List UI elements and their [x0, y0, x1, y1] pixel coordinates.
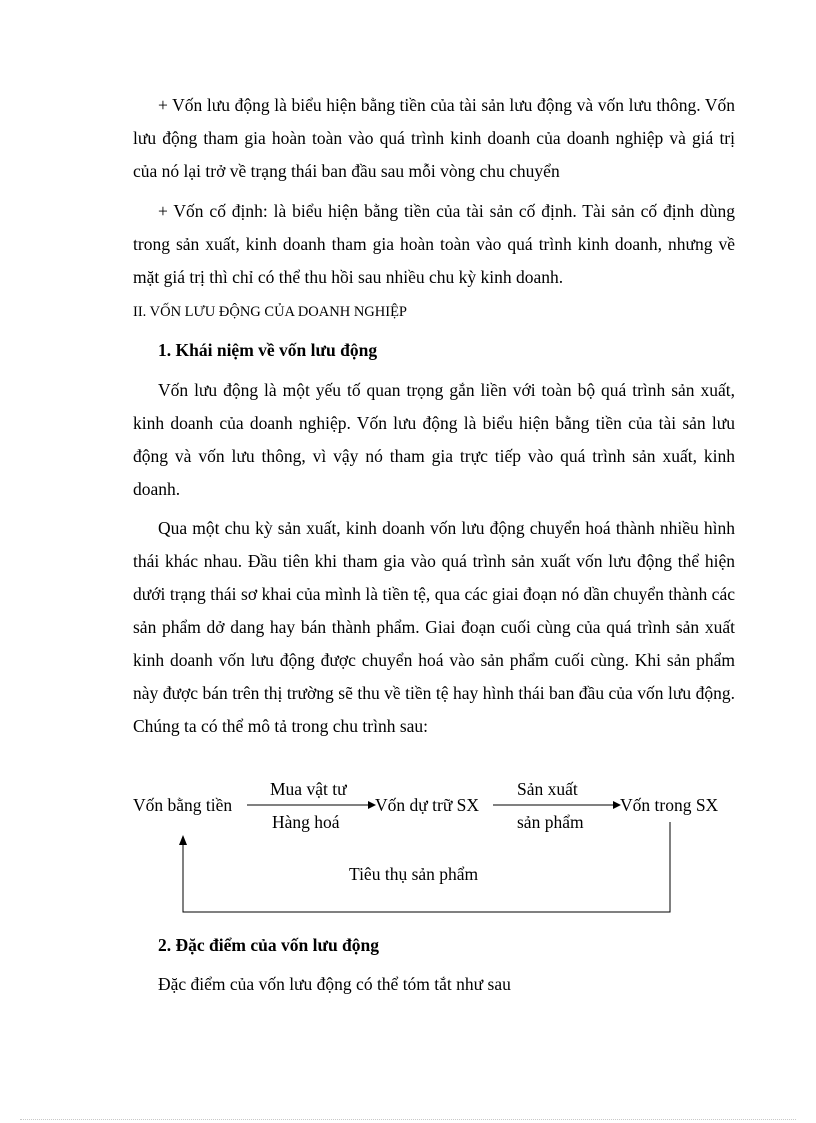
feedback-arrowhead	[179, 835, 187, 845]
arrow-1-top-label: Mua vật tư	[270, 779, 347, 799]
subheading-dac-diem: 2. Đặc điểm của vốn lưu động	[158, 935, 380, 955]
node-von-du-tru-sx: Vốn dự trữ SX	[375, 795, 480, 815]
arrow-1-bottom-label: Hàng hoá	[272, 812, 340, 832]
node-von-trong-sx: Vốn trong SX	[620, 795, 719, 815]
paragraph-dac-diem: Đặc điểm của vốn lưu động có thể tóm tắt như sau	[158, 974, 511, 994]
node-von-bang-tien: Vốn bằng tiền	[133, 795, 233, 815]
section-heading: II. VỐN LƯU ĐỘNG CỦA DOANH NGHIỆP	[133, 304, 407, 320]
feedback-label: Tiêu thụ sản phẩm	[349, 864, 479, 884]
paragraph-von-co-dinh: + Vốn cố định: là biểu hiện bằng tiền của tài sản cố định. Tài sản cố định dùng trong sản xuất, kinh doanh tham gia hoàn toàn vào quá trình kinh doanh, nhưng về mặt giá trị thì chỉ có thể thu hồi sau nhiều chu kỳ kinh doanh.	[133, 201, 735, 287]
paragraph-chu-ky: Qua một chu kỳ sản xuất, kinh doanh vốn lưu động chuyển hoá thành nhiều hình thái khác nhau. Đầu tiên khi tham gia vào quá trình sản xuất vốn lưu động thể hiện dưới trạng thái sơ khai của mình là tiền tệ, qua các giai đoạn nó dần chuyển thành các sản phẩm dở dang hay bán thành phẩm. Giai đoạn cuối cùng của quá trình sản xuất kinh doanh vốn lưu động được chuyển hoá vào sản phẩm cuối cùng. Khi sản phẩm này được bán trên thị trường sẽ thu về tiền tệ hay hình thái ban đầu của vốn lưu động. Chúng ta có thể mô tả trong chu trình sau:	[133, 518, 735, 736]
arrow-2-top-label: Sản xuất	[517, 779, 578, 799]
arrow-2-bottom-label: sản phẩm	[517, 812, 584, 832]
paragraph-von-luu-dong: + Vốn lưu động là biểu hiện bằng tiền của tài sản lưu động và vốn lưu thông. Vốn lưu động tham gia hoàn toàn vào quá trình kinh doanh của doanh nghiệp và giá trị của nó lại trở về trạng thái ban đầu sau mỗi vòng chu chuyển	[133, 95, 735, 181]
subheading-khai-niem: 1. Khái niệm về vốn lưu động	[158, 340, 378, 360]
paragraph-khai-niem: Vốn lưu động là một yếu tố quan trọng gắn liền với toàn bộ quá trình sản xuất, kinh doanh của doanh nghiệp. Vốn lưu động là biểu hiện bằng tiền của tài sản lưu động và vốn lưu thông, vì vậy nó tham gia trực tiếp vào quá trình sản xuất, kinh doanh.	[133, 380, 735, 499]
page-bottom-divider	[20, 1119, 796, 1120]
